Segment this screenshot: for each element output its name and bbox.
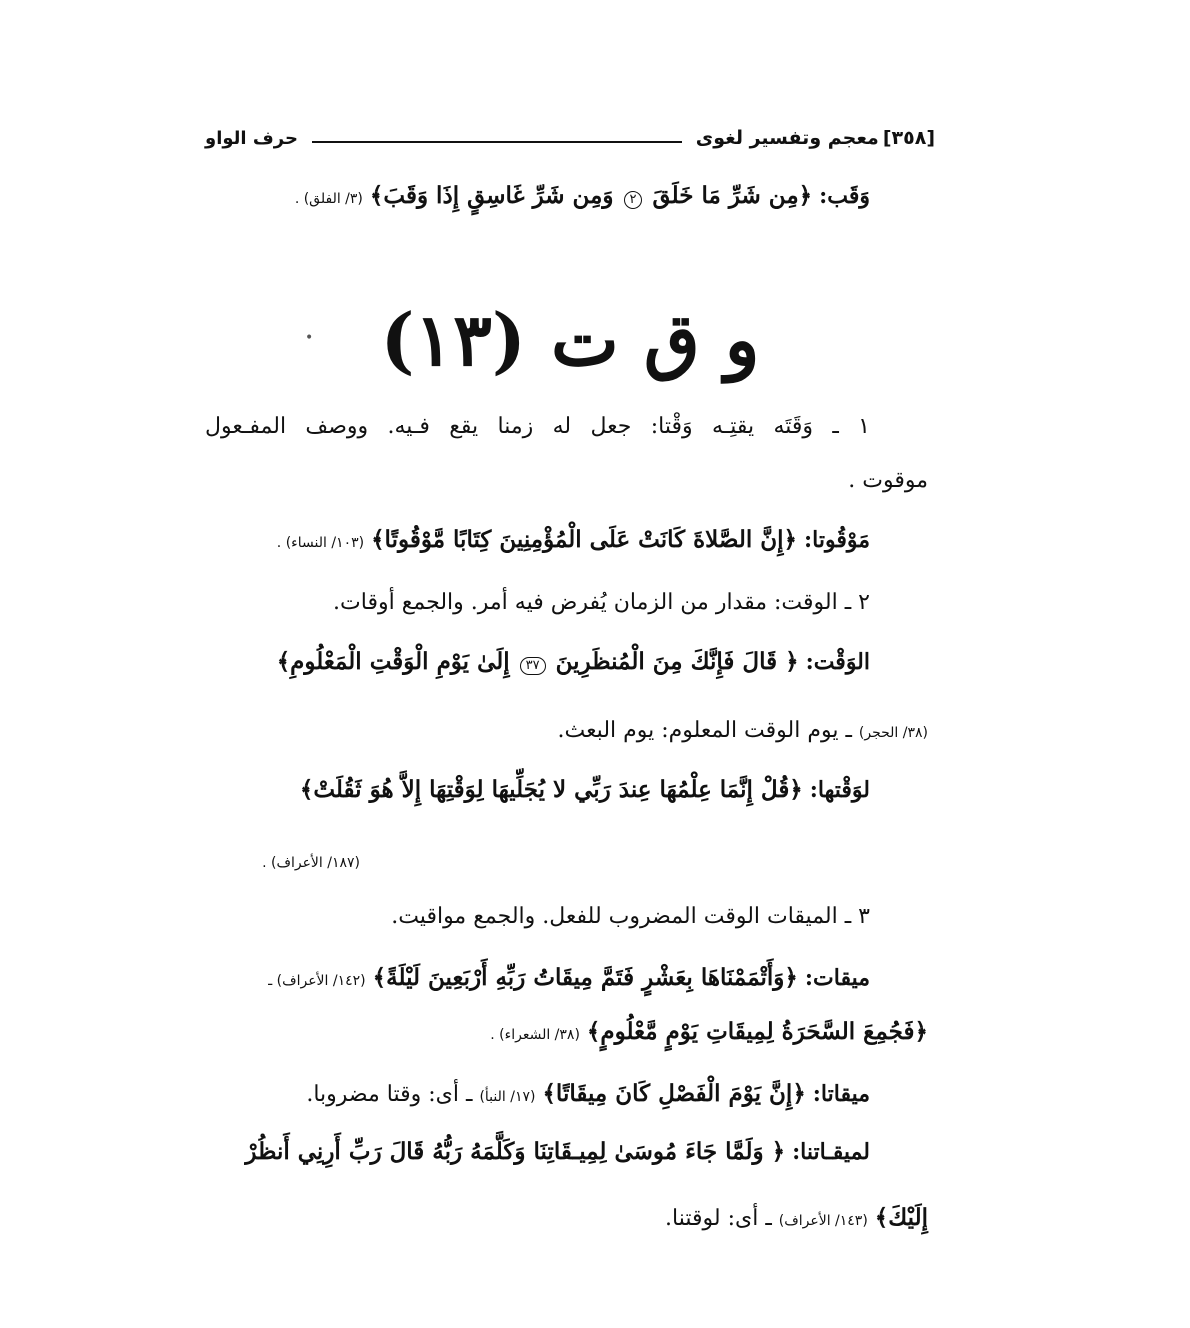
entry-2-quote [277,648,870,676]
term-label: مَوْقُوتا: [804,527,870,553]
term-label: الوَقْت: [805,649,870,675]
verse-reference: (٣/ الفلق) . [294,191,363,207]
intro-line [295,182,870,210]
entry-1-line-2: موقوت . [848,468,928,493]
verse-reference: (١٨٧/ الأعراف) . [262,855,360,871]
quran-verse: ﴿فَجُمِعَ السَّحَرَةُ لِمِيقَاتِ يَوْمٍ مَّعْلُومٍ﴾ [586,1018,928,1045]
entry-3-quote-2 [490,1018,928,1046]
quran-verse: ﴿قُلْ إِنَّمَا عِلْمُهَا عِندَ رَبِّي لا يُجَلِّيهَا لِوَقْتِهَا إِلاَّ هُوَ ثَقُلَتْ﴾ [299,776,803,803]
root-heading: و ق ت (١٣) [380,297,760,382]
term-label: ميقاتا: [812,1081,870,1107]
book-title: معجم وتفسير لغوى [695,127,879,149]
entry-1-line-1: ١ ـ وَقَتَه يقتِـه وَقْتا: جعل له زمنا يقع فـيه. ووصف المفـعول [205,414,870,439]
term-label: لميقـاتنا: [792,1139,870,1165]
quran-verse: إِلَيْكَ﴾ [874,1204,928,1231]
page-number: [٣٥٨] [882,127,935,149]
entry-3-quote-4-cont [665,1204,928,1232]
note-text: ـ أى: لوقتنا. [665,1206,772,1231]
verse-reference: (١٠٣/ النساء) . [276,535,365,551]
entry-3-line-1: ٣ ـ الميقات الوقت المضروب للفعل. والجمع مواقيت. [391,904,870,929]
verse-reference: (٣٨/ الحجر) [858,725,928,741]
quran-verse: ﴿إِنَّ الصَّلاةَ كَانَتْ عَلَى الْمُؤْمِنِينَ كِتَابًا مَّوْقُوتًا﴾ [371,526,798,553]
term-label: لوَقْتها: [809,777,870,803]
note-text: ـ أى: وقتا مضروبا. [306,1082,473,1107]
entry-3-quote [268,964,870,992]
entry-2-quote-2-ref [262,848,360,874]
note-text: ـ يوم الوقت المعلوم: يوم البعث. [557,718,852,743]
speck-mark: • [305,330,314,346]
entry-3-quote-3 [306,1080,870,1108]
verse-reference: (١٤٣/ الأعراف) [778,1213,868,1229]
entry-1-quote [277,526,870,554]
verse-reference: (٣٨/ الشعراء) . [490,1027,580,1043]
verse-reference: (١٤٢/ الأعراف) ـ [268,973,366,989]
quran-verse: ﴿وَأَتْمَمْنَاهَا بِعَشْرٍ فَتَمَّ مِيقَاتُ رَبِّهِ أَرْبَعِينَ لَيْلَةً﴾ [372,964,798,991]
term-label: وَقَب: [819,183,870,209]
quran-verse: إِلَىٰ يَوْمِ الْوَقْتِ الْمَعْلُومِ﴾ [276,648,510,675]
entry-2-line-1: ٢ ـ الوقت: مقدار من الزمان يُفرض فيه أمر. والجمع أوقات. [333,590,870,615]
quran-verse: ﴿ قَالَ فَإِنَّكَ مِنَ الْمُنظَرِينَ [555,648,799,675]
header-rule [312,141,682,143]
section-title: حرف الواو [205,127,298,149]
quran-verse: ﴿ وَلَمَّا جَاءَ مُوسَىٰ لِمِيـقَاتِنَا وَكَلَّمَهُ رَبُّهُ قَالَ رَبِّ أَرِنِي أَنظُرْ [245,1138,786,1165]
entry-3-quote-4 [245,1138,870,1166]
quran-verse: ﴿مِن شَرِّ مَا خَلَقَ [652,182,813,209]
verse-reference: (١٧/ النبأ) [479,1089,536,1105]
page-header [205,120,935,156]
entry-2-note [557,718,928,744]
entry-2-quote-2 [300,776,870,804]
quran-verse: ﴿إِنَّ يَوْمَ الْفَصْلِ كَانَ مِيقَاتًا﴾ [542,1080,806,1107]
verse-number: ٣٧ [520,657,546,675]
verse-number: ٢ [624,191,643,209]
quran-verse: وَمِن شَرِّ غَاسِقٍ إِذَا وَقَبَ﴾ [369,182,614,209]
term-label: ميقات: [804,965,870,991]
